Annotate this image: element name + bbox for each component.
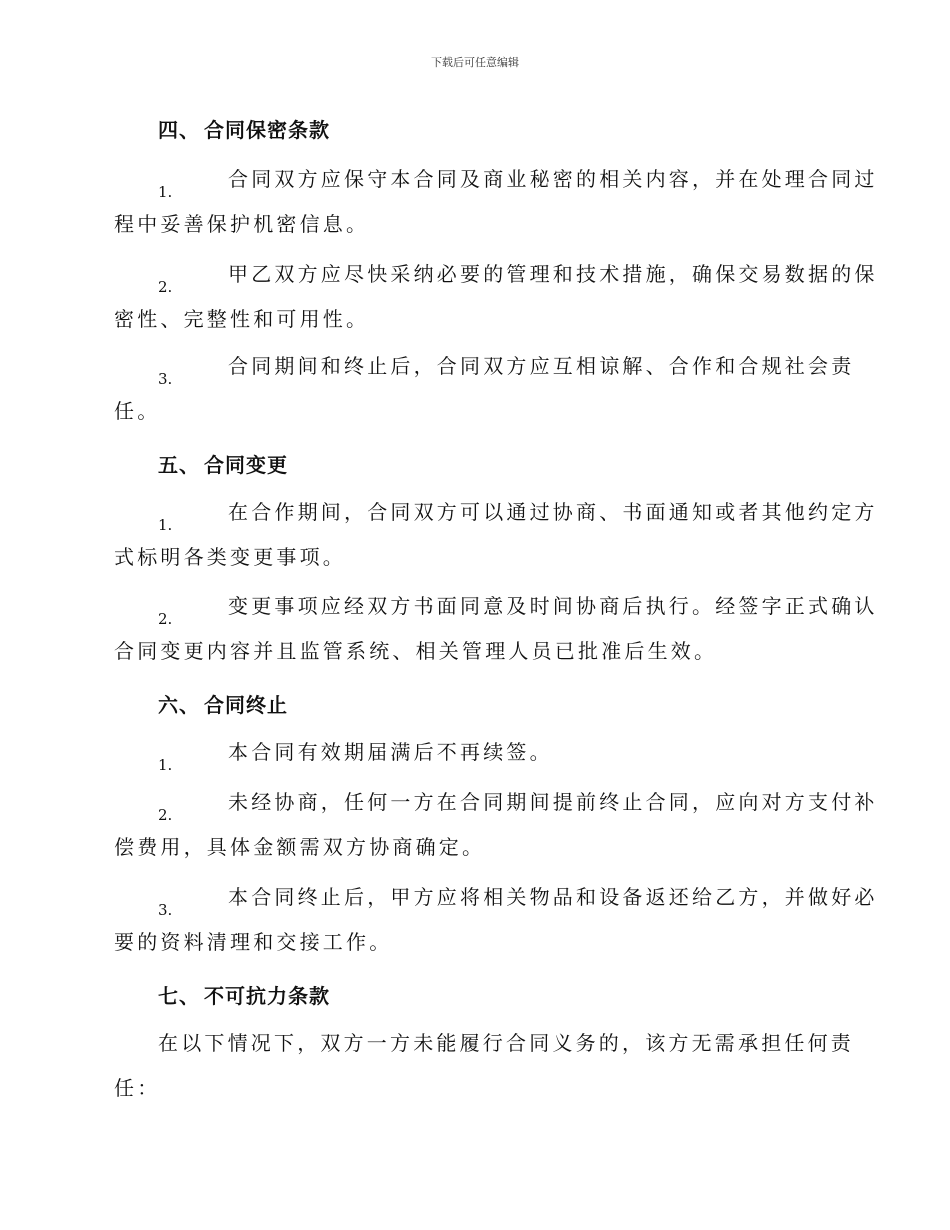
clause-index: 2. — [158, 610, 173, 628]
clause-paragraph — [114, 780, 878, 870]
section-heading-7 — [158, 980, 330, 1009]
clause-paragraph — [114, 344, 855, 434]
section-number: 五、 — [158, 453, 200, 477]
section-title: 不可抗力条款 — [204, 984, 330, 1008]
clause-paragraph — [114, 490, 878, 580]
clause-index: 1. — [158, 756, 173, 774]
section-heading-4 — [158, 114, 330, 143]
intro-line: 在以下情况下，双方一方未能履行合同义务的，该方无需承担任何责 — [158, 1031, 854, 1055]
clause-line: 要的资料清理和交接工作。 — [114, 930, 393, 954]
page-header: 下载后可任意编辑 — [431, 56, 519, 69]
clause-line: 在合作期间，合同双方可以通过协商、书面通知或者其他约定方 — [228, 500, 878, 524]
clause-line: 密性、完整性和可用性。 — [114, 307, 370, 331]
clause-index: 3. — [158, 901, 173, 919]
clause-paragraph — [114, 584, 878, 674]
clause-line: 变更事项应经双方书面同意及时间协商后执行。经签字正式确认 — [228, 594, 878, 618]
intro-paragraph — [114, 1021, 854, 1111]
clause-line: 合同双方应保守本合同及商业秘密的相关内容，并在处理合同过 — [228, 167, 878, 191]
section-number: 四、 — [158, 118, 200, 142]
clause-line: 本合同终止后，甲方应将相关物品和设备返还给乙方，并做好必 — [228, 885, 878, 909]
clause-line: 合同变更内容并且监管系统、相关管理人员已批准后生效。 — [114, 639, 718, 663]
clause-index: 1. — [158, 183, 173, 201]
section-title: 合同终止 — [204, 693, 288, 717]
clause-index: 1. — [158, 516, 173, 534]
section-title: 合同变更 — [204, 453, 288, 477]
clause-line: 甲乙双方应尽快采纳必要的管理和技术措施，确保交易数据的保 — [228, 262, 878, 286]
clause-line: 式标明各类变更事项。 — [114, 545, 346, 569]
section-title: 合同保密条款 — [204, 118, 330, 142]
clause-index: 3. — [158, 370, 173, 388]
clause-index: 2. — [158, 806, 173, 824]
section-heading-6 — [158, 689, 288, 718]
clause-paragraph — [114, 730, 834, 775]
clause-line: 本合同有效期届满后不再续签。 — [228, 740, 553, 764]
clause-line: 任。 — [114, 399, 161, 423]
clause-line: 未经协商，任何一方在合同期间提前终止合同，应向对方支付补 — [228, 790, 878, 814]
clause-paragraph — [114, 157, 878, 247]
section-number: 六、 — [158, 693, 200, 717]
section-heading-5 — [158, 449, 288, 478]
clause-index: 2. — [158, 278, 173, 296]
clause-paragraph — [114, 252, 878, 342]
clause-paragraph — [114, 875, 878, 965]
clause-line: 偿费用，具体金额需双方协商确定。 — [114, 835, 486, 859]
section-number: 七、 — [158, 984, 200, 1008]
clause-line: 合同期间和终止后，合同双方应互相谅解、合作和合规社会责 — [228, 354, 855, 378]
intro-line: 任： — [114, 1076, 161, 1100]
clause-line: 程中妥善保护机密信息。 — [114, 212, 370, 236]
